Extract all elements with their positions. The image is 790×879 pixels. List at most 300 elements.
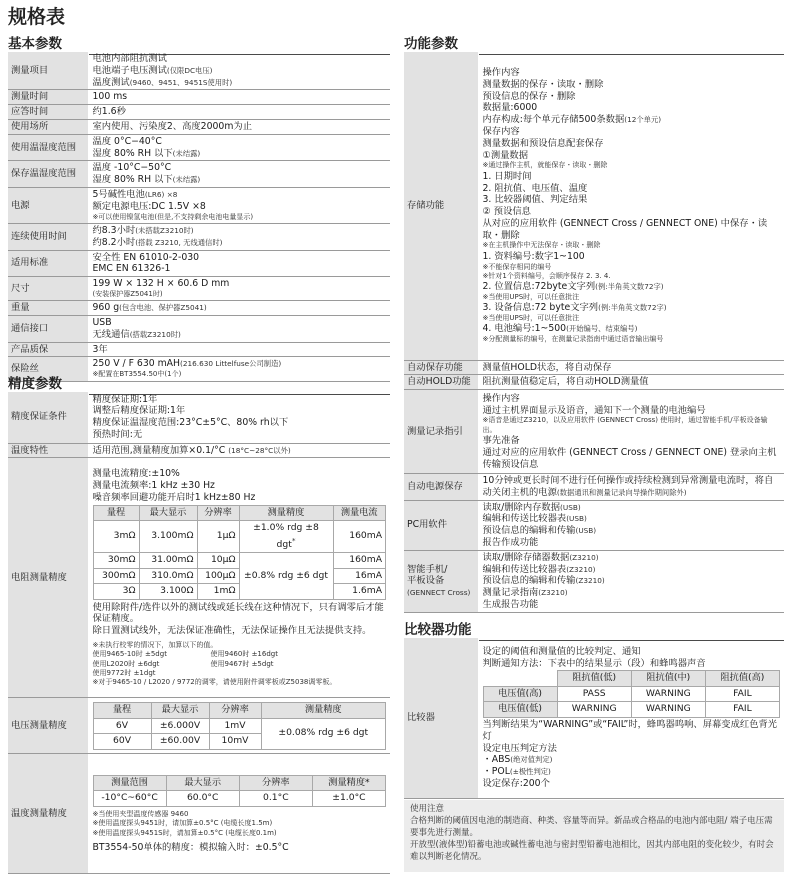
key-auto-save: 自动保存功能: [404, 360, 478, 375]
auto-power-small: (数据通讯和测量记录向导操作期间除外): [556, 487, 687, 497]
resistance-line: 噪音频率回避功能开启时1 kHz±80 Hz: [92, 491, 256, 503]
zero-adjust-grid: 使用9465-10时 ±5dgt 使用9460时 ±16dgt 使用L2020时 ±6dgt 使用9467时 ±5dgt 使用9772时 ±1dgt: [92, 650, 278, 677]
spec-key: 应答时间: [8, 105, 88, 120]
col-header: 测量精度*: [312, 775, 385, 791]
note-line: ※针对1个资料编号，会顺序保存 2. 3. 4.: [482, 271, 611, 280]
cell: 0.1°C: [239, 791, 312, 807]
note-line: ※在主机操作中无法保存・读取・删除: [482, 241, 601, 250]
spec-main: 约1.6秒: [92, 106, 126, 118]
cell: ±0.08% rdg ±6 dgt: [261, 718, 386, 749]
cell: 160mA: [333, 521, 386, 553]
row-resistance: [8, 458, 390, 698]
spec-main: 约8.3小时: [92, 224, 136, 236]
spec-key: 产品质保: [8, 342, 88, 357]
voltage-range-table: [93, 702, 387, 750]
spec-main: 约8.2小时: [92, 236, 136, 248]
key-voltage: 电压测量精度: [8, 698, 88, 754]
item-line: [483, 194, 781, 206]
item-line: [483, 587, 781, 599]
spec-main: 温度 -10°C−50°C: [92, 162, 172, 174]
spec-key: 保存温湿度范围: [8, 161, 88, 188]
note-line: ※不能保存相同的编号: [482, 262, 552, 271]
col-header: 测量精度: [261, 703, 386, 719]
guarantee-line: 精度保证温湿度范围:23°C±5°C、80% rh以下: [92, 417, 289, 429]
resistance-note-tail: ※对于9465-10 / L2020 / 9772的调零，请使用附件调零板或Z5038调零板。: [92, 678, 337, 687]
spec-main: 199 W × 132 H × 60.6 D mm: [92, 278, 230, 290]
spec-row: [8, 342, 390, 357]
spec-key: 电源: [8, 187, 88, 223]
item-main: ② 预设信息: [482, 206, 531, 218]
row-smart: [404, 550, 784, 612]
note-line: ※当使用UPS时，可以任意批注: [482, 292, 580, 301]
col-header: 分辨率: [239, 775, 312, 791]
temp-char-range: (18°C~28°C以外): [228, 445, 291, 455]
spec-main: 100 ms: [92, 91, 128, 103]
key-smart: 平板设备: [407, 575, 445, 587]
spec-row: [8, 277, 390, 301]
spec-line: [93, 237, 387, 249]
item-main: 操作内容: [482, 392, 520, 404]
resistance-range-table: [93, 505, 387, 600]
table-row: [93, 553, 386, 569]
item-main: 生成报告功能: [482, 599, 539, 611]
table-row: [93, 791, 386, 807]
spec-key: 适用标准: [8, 250, 88, 277]
spec-key: 使用温湿度范围: [8, 134, 88, 161]
spec-line: [93, 106, 387, 118]
cell: 300mΩ: [93, 568, 139, 584]
auto-save-text: 测量值HOLD状态，将自动保存: [478, 360, 784, 375]
section-function-title: 功能参数: [404, 32, 784, 55]
table-row: [93, 521, 386, 553]
accuracy-mark: *: [291, 535, 296, 545]
item-main: 读取/删除存储器数据: [482, 551, 570, 563]
note-line: ※分配测量标的编号，在测量记录指南中通过语音输出编号: [482, 335, 664, 344]
col-header: 最大显示: [166, 775, 239, 791]
item-line: [483, 102, 781, 114]
spec-line: [93, 225, 387, 237]
col-header: 测量电流: [333, 505, 386, 521]
item-line: [483, 67, 781, 79]
cell: 3mΩ: [93, 521, 139, 553]
spec-value: [88, 223, 390, 250]
row-guarantee: [8, 392, 390, 443]
auto-power-text: 10分钟或更长时间不进行任何操作或持续检测到异常测量电流时，将自动关闭主机的电源: [482, 475, 774, 498]
item-small: (例:半角英文数72字): [598, 303, 667, 313]
temperature-note: ※使用温度探头9451S时，请加算±0.5°C (电缆长度0.1m): [92, 828, 277, 837]
item-line: [483, 218, 781, 242]
item-line: [483, 114, 781, 126]
item-small: (例:半角英文数72字): [595, 282, 664, 292]
row-guide: [404, 390, 784, 474]
section-basic-title: 基本参数: [8, 32, 390, 55]
item-main: 保存内容: [482, 126, 520, 138]
spec-line: [93, 302, 387, 314]
guarantee-line: 调整后精度保证期:1年: [92, 405, 186, 417]
cell: 30mΩ: [93, 553, 139, 569]
key-smart: 智能手机/: [407, 563, 448, 575]
key-pc: PC用软件: [404, 500, 478, 550]
spec-note: (安装保护器Z5041时): [92, 289, 163, 298]
usage-notes: [404, 800, 784, 872]
col-header: 最大显示: [151, 703, 209, 719]
item-small: (Z3210): [566, 564, 596, 574]
spec-value: [88, 105, 390, 120]
cell: ±60.00V: [151, 734, 209, 750]
item-line: [483, 564, 781, 576]
comparator-spec-table: [404, 638, 784, 799]
basic-spec-table: [8, 52, 390, 382]
spec-main: 额定电源电压:DC 1.5V ×8: [92, 200, 206, 212]
note-line: ※语音是通过Z3210，以及应用软件 (GENNECT Cross) 使用时，通过智能手机/平板设备输出。: [482, 416, 768, 434]
item-line: [483, 393, 781, 405]
spec-value: [88, 250, 390, 277]
item-small: (USB): [575, 526, 597, 536]
abs-desc: (绝对值判定): [510, 755, 553, 765]
item-main: 从对应的应用软件 (GENNECT Cross / GENNECT ONE) 中保存・读取・删除: [482, 217, 768, 241]
key-comparator: 比较器: [404, 638, 478, 798]
cell: 1mV: [209, 718, 261, 734]
spec-key: 保险丝: [8, 357, 88, 381]
item-main: 4. 电池编号:1~500: [482, 323, 567, 335]
spec-line: [93, 201, 387, 213]
section-accuracy-title: 精度参数: [8, 372, 390, 395]
spec-value: [88, 342, 390, 357]
item-line: [483, 575, 781, 587]
notes-line: 开放型(液体型)铅蓄电池或碱性蓄电池与密封型铅蓄电池相比，因其内部电阻的变化较少，有时会难以判断老化情况。: [410, 840, 774, 862]
function-spec-table: [404, 52, 784, 613]
item-main: 3. 比较器阈值、判定结果: [482, 194, 588, 206]
cell: PASS: [557, 686, 631, 702]
cell: FAIL: [705, 702, 779, 718]
comparator-line: 当判断结果为“WARNING”或“FAIL”时，蜂鸣器鸣响、屏幕变成红色背光灯: [482, 718, 778, 742]
item-main: 2. 位置信息:72byte文字列: [482, 281, 596, 293]
spec-line: [93, 329, 387, 341]
cell: 3Ω: [93, 584, 139, 600]
spec-value: [88, 90, 390, 105]
spec-value: [88, 301, 390, 316]
row-auto-save: [404, 360, 784, 375]
note-line: ※通过操作主机，就能保存・读取・删除: [482, 161, 608, 170]
cell: 60.0°C: [166, 791, 239, 807]
notes-title: 使用注意: [410, 804, 445, 814]
spec-key: 使用场所: [8, 119, 88, 134]
cell: 100μΩ: [197, 568, 239, 584]
item-main: 预设信息的编辑和传输: [482, 525, 576, 537]
spec-line: [93, 358, 387, 370]
col-header: 测量范围: [93, 775, 166, 791]
spec-line: [93, 252, 387, 264]
spec-line: [93, 263, 387, 275]
spec-key: 测量项目: [8, 52, 88, 90]
item-main: 操作内容: [482, 67, 520, 79]
spec-row: [8, 301, 390, 316]
key-guarantee: 精度保证条件: [8, 392, 88, 443]
spec-value: [88, 187, 390, 223]
spec-line: [93, 77, 387, 89]
item-line: [483, 91, 781, 103]
spec-small: (未结露): [172, 175, 201, 185]
item-line: [483, 302, 781, 314]
spec-key: 连续使用时间: [8, 223, 88, 250]
cell: ±6.000V: [151, 718, 209, 734]
spec-main: 960 g: [92, 302, 120, 314]
item-line: [483, 126, 781, 138]
temperature-bt: BT3554-50单体的精度：模拟输入时：±0.5°C: [92, 841, 289, 853]
row-header: 电压值(高): [483, 686, 557, 702]
comparator-save: 设定保存:200个: [482, 777, 550, 789]
spec-line: [93, 121, 387, 133]
comparator-line: 设定电压判定方法: [482, 742, 557, 754]
spec-main: 5号碱性电池: [92, 189, 145, 201]
item-main: 测量记录指南: [482, 587, 539, 599]
spec-row: [8, 250, 390, 277]
item-main: 3. 设备信息:72 byte文字列: [482, 302, 599, 314]
row-header: 电压值(低): [483, 702, 557, 718]
col-header: 测量精度: [239, 505, 333, 521]
row-auto-hold: [404, 375, 784, 390]
item-main: 测量数据和预设信息配套保存: [482, 137, 604, 149]
spec-main: 无线通信: [92, 328, 130, 340]
col-header: 量程: [93, 505, 139, 521]
cell: 160mA: [333, 553, 386, 569]
spec-small: (搭载 Z3210, 无线通信时): [135, 237, 223, 247]
spec-value: [88, 52, 390, 90]
resistance-line: 测量电流精度:±10%: [92, 468, 180, 480]
spec-line: [93, 162, 387, 174]
col-header: 阻抗值(低): [557, 671, 631, 687]
item-line: [483, 323, 781, 335]
resistance-para: 使用除附件/选件以外的测试线或延长线在这种情况下，只有调零后才能保证精度。: [92, 601, 384, 625]
spec-line: [93, 344, 387, 356]
cell: 10μΩ: [197, 553, 239, 569]
key-guide: 测量记录指引: [404, 390, 478, 474]
spec-line: [93, 53, 387, 65]
item-main: 通过对应的应用软件 (GENNECT Cross / GENNECT ONE) 登录向主机传输预设信息: [482, 446, 777, 470]
key-temperature: 温度测量精度: [8, 754, 88, 874]
spec-value: [88, 316, 390, 343]
item-main: 内存构成:每个单元存储500条数据: [482, 114, 625, 126]
spec-key: 测量时间: [8, 90, 88, 105]
item-main: 数据量:6000: [482, 102, 538, 114]
row-temperature: [8, 754, 390, 874]
item-small: (Z3210): [538, 588, 568, 598]
temperature-range-table: [93, 775, 387, 807]
spec-small: (未搭载Z3210时): [135, 225, 194, 235]
row-pc: [404, 500, 784, 550]
key-auto-power: 自动电源保存: [404, 474, 478, 501]
spec-row: [8, 223, 390, 250]
temp-char-text: 适用范围,测量精度加算×0.1/°C: [92, 444, 226, 456]
item-main: 事先准备: [482, 434, 520, 446]
item-line: [483, 138, 781, 150]
item-small: (Z3210): [569, 552, 599, 562]
item-main: 1. 资料编号:数字1~100: [482, 250, 585, 262]
item-line: [483, 552, 781, 564]
spec-line: [93, 148, 387, 160]
row-voltage: [8, 698, 390, 754]
row-auto-power: [404, 474, 784, 501]
cell: 31.00mΩ: [139, 553, 197, 569]
cell: 310.0mΩ: [139, 568, 197, 584]
spec-note: ※可以使用镍氢电池(但是,不支持剩余电池电量显示): [92, 212, 254, 221]
spec-key: 重量: [8, 301, 88, 316]
item-line: [483, 171, 781, 183]
spec-small: (216.630 Littelfuse公司制造): [180, 359, 282, 369]
cell: ±0.8% rdg ±6 dgt: [239, 553, 333, 600]
row-temp-char: [8, 443, 390, 458]
item-line: [483, 525, 781, 537]
item-line: [483, 206, 781, 218]
col-header: 阻抗值(高): [705, 671, 779, 687]
section-comparator-title: 比较器功能: [404, 618, 784, 641]
spec-main: 温度 0°C−40°C: [92, 135, 162, 147]
cell: ±1.0% rdg ±8 dgt: [253, 522, 319, 550]
spec-key: 尺寸: [8, 277, 88, 301]
cell: -10°C~60°C: [93, 791, 166, 807]
item-main: 预设信息的保存・删除: [482, 90, 576, 102]
spec-line: [93, 317, 387, 329]
item-main: 读取/删除内存数据: [482, 501, 561, 513]
table-row: [93, 718, 386, 734]
table-row: [483, 702, 780, 718]
item-main: 1. 日期时间: [482, 170, 532, 182]
spec-row: [8, 134, 390, 161]
item-line: [483, 79, 781, 91]
cell: 1.6mA: [333, 584, 386, 600]
spec-row: [8, 105, 390, 120]
spec-main: 室内使用、污染度2、高度2000m为止: [92, 120, 252, 132]
item-main: 预设信息的编辑和传输: [482, 575, 576, 587]
cell: 1μΩ: [197, 521, 239, 553]
guarantee-line: 精度保证期:1年: [92, 393, 158, 405]
notes-line: 合格判断的阈值因电池的制造商、种类、容量等而异。新品或合格品的电池内部电阻/ 端子电压需要事先进行测量。: [410, 816, 773, 838]
note-line: ※当使用UPS时，可以任意批注: [482, 314, 580, 323]
item-main: ①测量数据: [482, 149, 529, 161]
item-line: [483, 447, 781, 471]
resistance-para: 除日置测试线外，无法保证准确性，无法保证操作且无法提供支持。: [92, 625, 372, 637]
col-header: 分辨率: [209, 703, 261, 719]
spec-value: [88, 134, 390, 161]
spec-line: [93, 174, 387, 186]
spec-line: [93, 189, 387, 201]
pol-label: ・POL: [482, 766, 510, 778]
cell: WARNING: [631, 686, 705, 702]
accuracy-spec-table: [8, 392, 390, 874]
item-line: [483, 513, 781, 525]
item-line: [483, 150, 781, 162]
item-small: (USB): [560, 502, 581, 512]
spec-row: [8, 187, 390, 223]
item-small: (Z3210): [575, 576, 605, 586]
spec-small: (仅限DC电压): [166, 65, 213, 75]
item-main: 编辑和传送比较器表: [482, 513, 567, 525]
spec-main: 电池端子电压测试: [92, 64, 167, 76]
item-line: [483, 537, 781, 549]
item-line: [483, 599, 781, 611]
col-header: 分辨率: [197, 505, 239, 521]
guarantee-line: 预热时间:无: [92, 429, 143, 441]
item-line: [483, 183, 781, 195]
spec-row: [8, 90, 390, 105]
cell: ±1.0°C: [312, 791, 385, 807]
cell: 6V: [93, 718, 151, 734]
item-main: 通过主机界面显示及语音，通知下一个测量的电池编号: [482, 404, 706, 416]
spec-main: 湿度 80% RH 以下: [92, 174, 173, 186]
temperature-note: ※当使用夹型温度传感器 9460: [92, 809, 189, 818]
item-line: [483, 405, 781, 417]
spec-value: [88, 277, 390, 301]
col-header: 量程: [93, 703, 151, 719]
key-auto-hold: 自动HOLD功能: [404, 375, 478, 390]
spec-row: [8, 316, 390, 343]
temperature-note: ※使用温度探头9451时，请加算±0.5°C (电缆长度1.5m): [92, 819, 273, 828]
spec-small: (9460、9451、9451S使用时): [129, 77, 233, 87]
comparator-line: 设定的阈值和测量值的比较判定、通知: [482, 645, 641, 657]
item-line: [483, 502, 781, 514]
key-temp-char: 温度特性: [8, 443, 88, 458]
spec-main: 3年: [92, 343, 108, 355]
spec-line: [93, 136, 387, 148]
item-line: [483, 281, 781, 293]
spec-key: 通信接口: [8, 316, 88, 343]
item-line: [483, 435, 781, 447]
spec-value: [88, 161, 390, 188]
spec-line: [93, 278, 387, 290]
item-main: 测量数据的保存・读取・删除: [482, 78, 604, 90]
key-resistance: 电阻测量精度: [8, 458, 88, 698]
auto-hold-text: 阻抗测量值稳定后，将自动HOLD测量值: [478, 375, 784, 390]
spec-row: [8, 119, 390, 134]
spec-small: (LR6) ×8: [144, 190, 178, 200]
spec-row: [8, 52, 390, 90]
spec-main: EMC EN 61326-1: [92, 263, 171, 275]
spec-row: [8, 161, 390, 188]
row-comparator: [404, 638, 784, 798]
comparator-judgement-table: [483, 670, 781, 718]
spec-main: 湿度 80% RH 以下: [92, 147, 173, 159]
key-storage: 存储功能: [404, 52, 478, 360]
pol-desc: (±极性判定): [509, 767, 551, 777]
abs-label: ・ABS: [482, 754, 511, 766]
table-row: [483, 686, 780, 702]
spec-small: (搭载Z3210时): [129, 329, 181, 339]
item-small: (USB): [566, 514, 587, 524]
cell: FAIL: [705, 686, 779, 702]
cell: 3.100Ω: [139, 584, 197, 600]
cell: WARNING: [631, 702, 705, 718]
key-smart-app: (GENNECT Cross): [407, 588, 471, 598]
item-main: 报告作成功能: [482, 537, 539, 549]
col-header: 阻抗值(中): [631, 671, 705, 687]
spec-small: (未结露): [172, 148, 201, 158]
item-line: [483, 251, 781, 263]
spec-main: 电池内部阻抗测试: [92, 53, 167, 64]
spec-line: [93, 91, 387, 103]
item-small: (开始编号、结束编号): [566, 324, 638, 334]
cell: WARNING: [557, 702, 631, 718]
spec-note: ※配置在BT3554.50中(1个): [92, 370, 182, 379]
cell: 10mV: [209, 734, 261, 750]
item-small: (12个单元): [624, 115, 662, 125]
spec-small: (包含电池、保护器Z5041): [119, 303, 207, 313]
cell: 3.100mΩ: [139, 521, 197, 553]
spec-value: [88, 119, 390, 134]
item-main: 编辑和传送比较器表: [482, 563, 567, 575]
cell: 1mΩ: [197, 584, 239, 600]
comparator-line: 判断通知方法：下表中的结果显示（段）和蜂鸣器声音: [482, 657, 706, 669]
spec-main: 250 V / F 630 mAH: [92, 358, 181, 370]
